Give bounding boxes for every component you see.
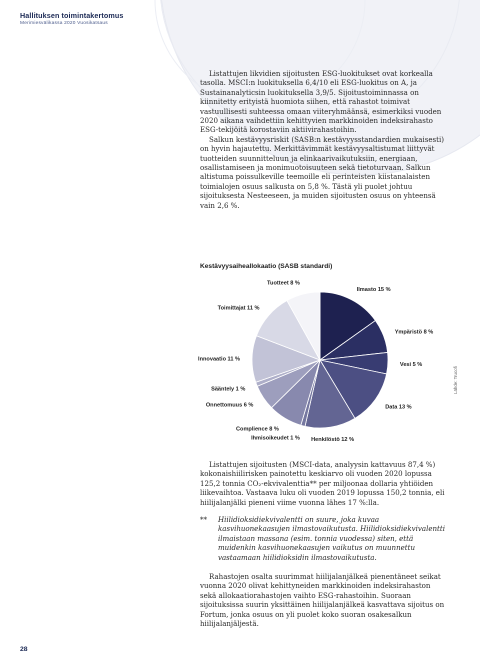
pie-label-ilmasto: Ilmasto 15 %: [356, 286, 391, 293]
pie-label-toimittajat: Toimittajat 11 %: [217, 305, 260, 312]
report-header: [20, 11, 123, 26]
pie-label-onnettomuus: Onnettomuus 6 %: [205, 402, 254, 409]
pie-label-innovaatio: Innovaatio 11 %: [198, 356, 240, 363]
footnote-marker: **: [200, 515, 208, 525]
pie-label-ihmisoikeudet: Ihmisoikeudet 1 %: [251, 435, 300, 442]
pie-chart: [195, 278, 445, 443]
pie-label-henkilöstö: Henkilöstö 12 %: [311, 437, 355, 443]
footnote-text: Hiilidioksidiekvivalentti on suure, joka kuvaa kasvihuonekaasujen ilmastovaikutusta. Hiilidioksidiekvivalentti ilmaistaan massana (esim. tonnia vuodessa) siten, että muidenkin kasvihuonekaasujen vaikutus on muunnettu vastaamaan hiilidioksidin ilmastovaikutusta.: [218, 515, 445, 562]
footnote: [200, 515, 445, 562]
emissions-text: Listattujen sijoitusten (MSCI-data, analyysin kattavuus 87,4 %) kokonaishiilirisken painotettu keskiarvo oli vuoden 2020 lopussa 125,2 tonnia CO₂-ekvivalenttia** per miljoonaa dollaria yhtiöiden liikevaihtoa. Vastaava luku oli vuoden 2019 lopussa 150,2 tonnia, eli hiilijalanjälki pieneni viime vuonna lähes 17 %:lla.: [200, 460, 445, 507]
pie-label-ympäristö: Ympäristö 8 %: [394, 329, 434, 336]
pie-label-vesi: Vesi 5 %: [399, 361, 423, 368]
page-number: 28: [20, 646, 28, 653]
chart-source: Lähde: Trucofi: [453, 366, 458, 394]
pie-label-data: Data 13 %: [385, 404, 412, 411]
report-title: Hallituksen toimintakertomus: [20, 11, 124, 20]
report-subtitle: Merimiesvälikassa 2020 Vuosikatsaus: [20, 21, 108, 26]
pie-label-tuotteet: Tuotteet 8 %: [267, 280, 300, 287]
paragraph-emissions: [200, 460, 445, 507]
body-text-top: [200, 69, 445, 210]
body-text-bottom: [200, 460, 445, 629]
pie-label-complience: Complience 8 %: [235, 426, 279, 433]
pie-label-sääntely: Sääntely 1 %: [211, 386, 246, 393]
paragraph-sustainability-risks: Salkun kestävyysriskit (SASB:n kestävyysstandardien mukaisesti) on hyvin hajautettu. Merkittävimmät kestävyysaltistumat liittyvät tuotteiden suunnitteluun ja elinkaarivaikutuksiin, energiaan, osallistamiseen ja monimuotoisuuteen sekä tietoturvaan. Salkun altistuma poissulkeville teemoille eli perinteisten kiistanalaisten toimialojen osuus salkusta on 5,8 %. Tästä yli puolet johtuu sijoituksesta Nesteeseen, ja muiden sijoitusten osuus on yhteensä vain 2,6 %.: [200, 134, 444, 210]
paragraph-esg-ratings: Listattujen likvidien sijoitusten ESG-luokitukset ovat korkealla tasolla. MSCI:n luokituksella 6,4/10 eli ESG-luokitus on A, ja Sustainanalyticsin luokituksella 3,9/5. Sijoitustoiminnassa on kiinnitetty erityistä huomiota siihen, että rahastot toimivat vastuullisesti suhteessa omaan viiteryhmäänsä, esimerkiksi vuoden 2020 aikana vaihdettiin kehittyvien markkinoiden indeksirahasto ESG-tekijöitä korostaviin aktiivirahastoihin.: [200, 69, 442, 135]
chart-title: Kestävyysaiheallokaatio (SASB standardi): [200, 263, 333, 270]
paragraph-funds: Rahastojen osalta suurimmat hiilijalanjälkeä pienentäneet seikat vuonna 2020 olivat kehittyneiden markkinoiden indeksirahaston sekä allokaatiorahastojen vaihto ESG-rahastoihin. Suoraan sijoituksissa suurin yksittäinen hiilijalanjälkeä kasvattava sijoitus on Fortum, jonka osuus on yli puolet koko suoran osakesalkun hiilijalanjäljestä.: [200, 572, 445, 629]
